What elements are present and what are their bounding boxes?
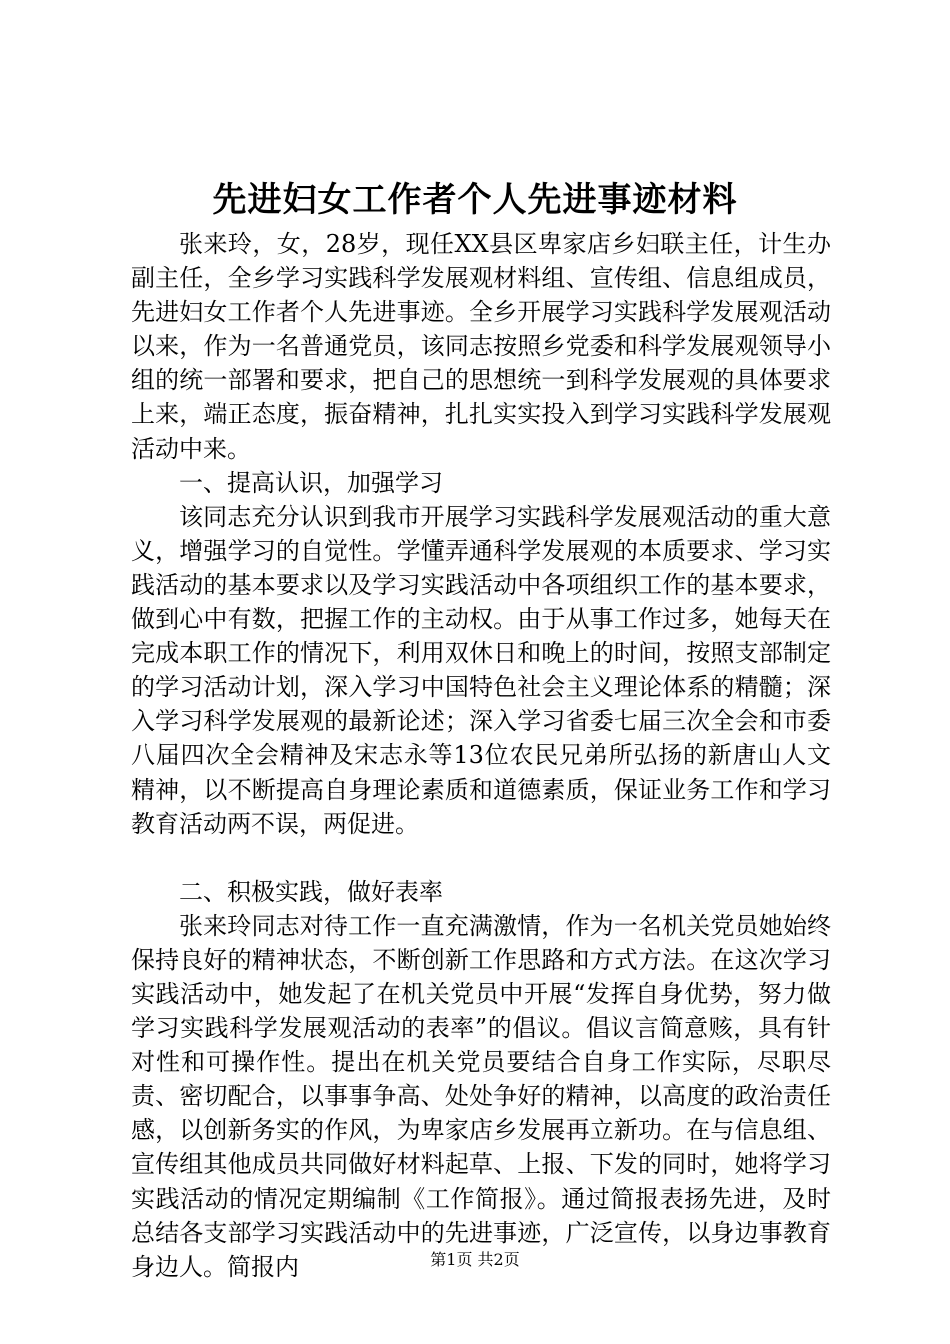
document-body	[131, 227, 831, 1284]
intro-paragraph: 张来玲，女，28岁，现任XX县区卑家店乡妇联主任，计生办副主任，全乡学习实践科学发展观材料组、宣传组、信息组成员，先进妇女工作者个人先进事迹。全乡开展学习实践科学发展观活动以来，作为一名普通党员，该同志按照乡党委和科学发展观领导小组的统一部署和要求，把自己的思想统一到科学发展观的具体要求上来，端正态度，振奋精神，扎扎实实投入到学习实践科学发展观活动中来。	[131, 230, 831, 463]
page-footer: 第1页 共2页	[430, 1250, 520, 1269]
paragraph-gap	[131, 841, 831, 875]
section-2-paragraph: 张来玲同志对待工作一直充满激情，作为一名机关党员她始终保持良好的精神状态，不断创新工作思路和方式方法。在这次学习实践活动中，她发起了在机关党员中开展“发挥自身优势，努力做学习实践科学发展观活动的表率”的倡议。倡议言简意赅，具有针对性和可操作性。提出在机关党员要结合自身工作实际，尽职尽责、密切配合，以事事争高、处处争好的精神，以高度的政治责任感，以创新务实的作风，为卑家店乡发展再立新功。在与信息组、宣传组其他成员共同做好材料起草、上报、下发的同时，她将学习实践活动的情况定期编制《工作简报》。通过简报表扬先进，及时总结各支部学习实践活动中的先进事迹，广泛宣传，以身边事教育身边人。简报内	[131, 911, 831, 1281]
section-heading-2: 二、积极实践，做好表率	[179, 877, 443, 906]
document-title: 先进妇女工作者个人先进事迹材料	[212, 180, 738, 220]
section-1-paragraph: 该同志充分认识到我市开展学习实践科学发展观活动的重大意义，增强学习的自觉性。学懂弄通科学发展观的本质要求、学习实践活动的基本要求以及学习实践活动中各项组织工作的基本要求，做到心中有数，把握工作的主动权。由于从事工作过多，她每天在完成本职工作的情况下，利用双休日和晚上的时间，按照支部制定的学习活动计划，深入学习中国特色社会主义理论体系的精髓；深入学习科学发展观的最新论述；深入学习省委七届三次全会和市委八届四次全会精神及宋志永等13位农民兄弟所弘扬的新唐山人文精神，以不断提高自身理论素质和道德素质，保证业务工作和学习教育活动两不误，两促进。	[131, 502, 831, 838]
section-heading-1: 一、提高认识，加强学习	[179, 468, 443, 497]
